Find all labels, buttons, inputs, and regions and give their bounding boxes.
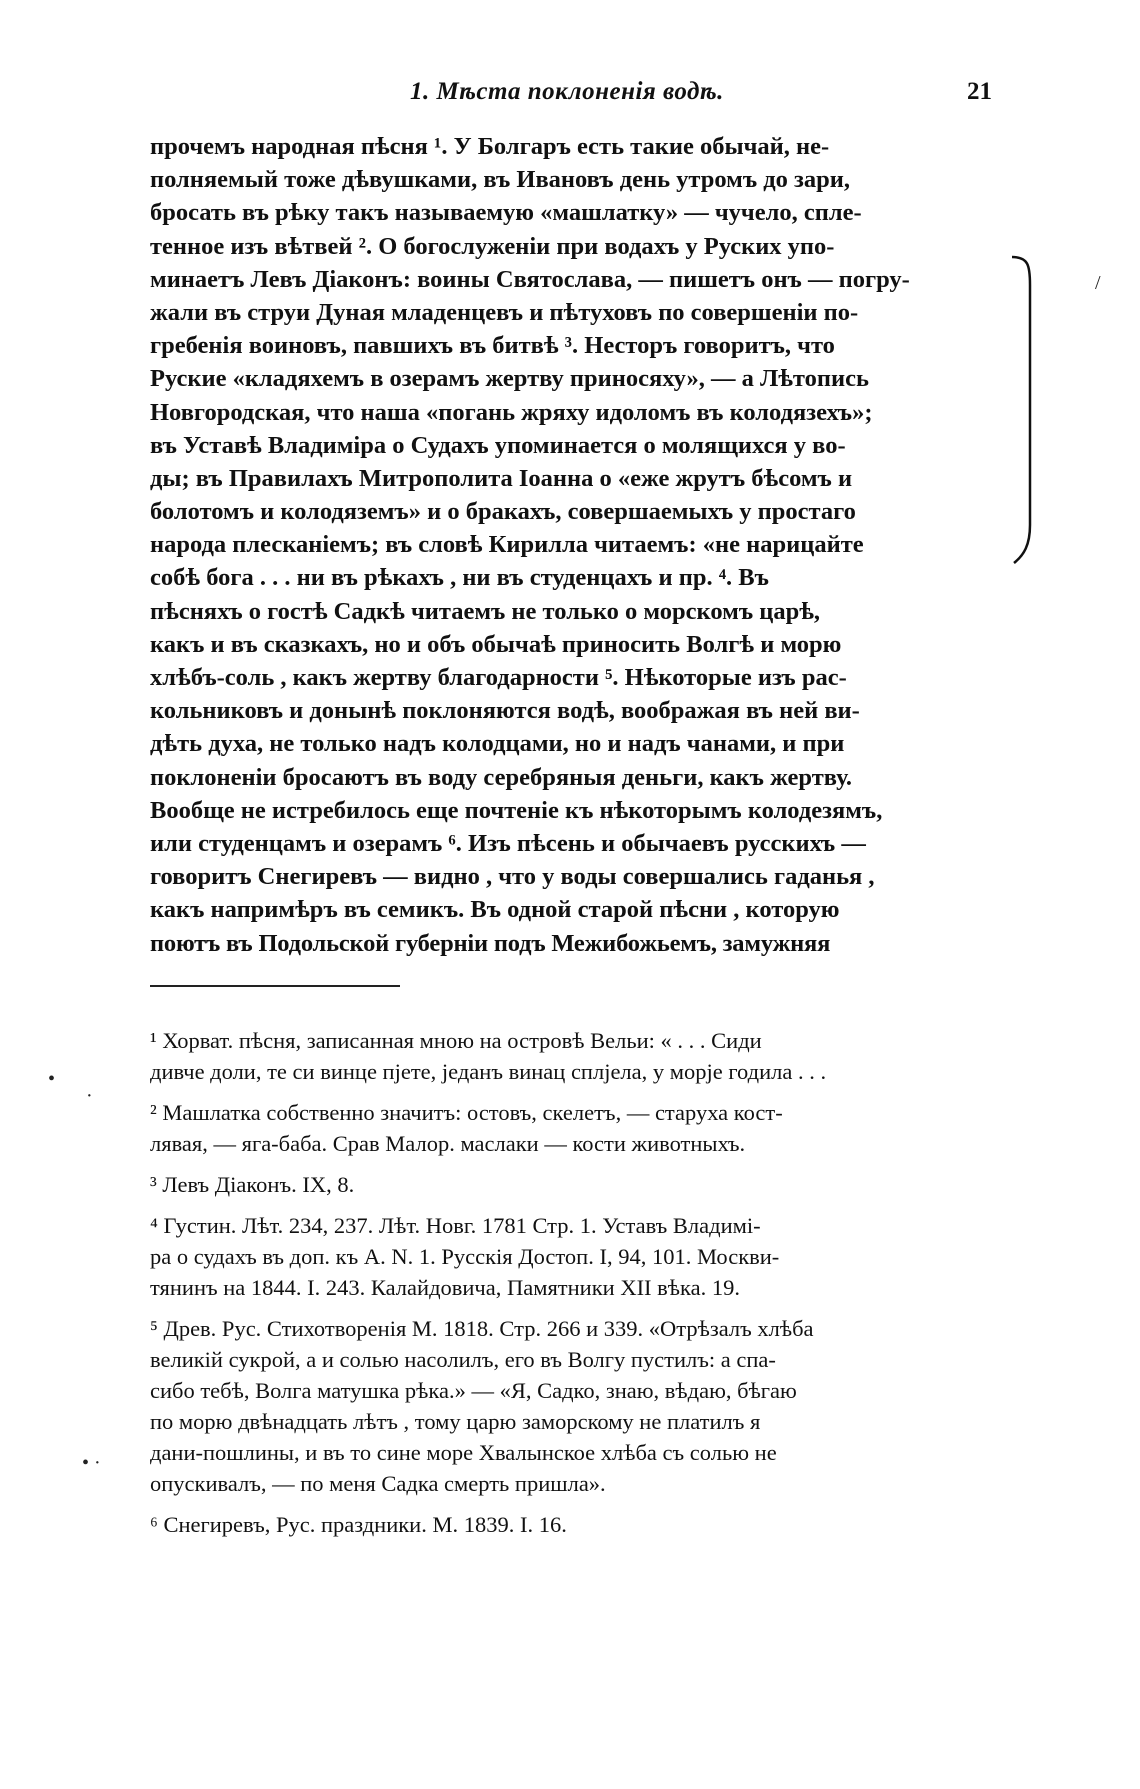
margin-bracket-mark	[1010, 255, 1034, 565]
text-line: какъ и въ сказкахъ, но и объ обычаѣ приносить Волгѣ и морю	[150, 630, 842, 658]
text-line: ды; въ Правилахъ Митрополита Іоанна о «еже жрутъ бѣсомъ и	[150, 464, 853, 492]
text-line: пѣсняхъ о гостѣ Садкѣ читаемъ не только о морскомъ царѣ,	[150, 597, 821, 625]
footnote-line: по морю двѣнадцать лѣтъ , тому царю заморскому не платилъ я	[150, 1409, 761, 1434]
footnote-line: ¹ Хорват. пѣсня, записанная мною на островѣ Вельи: « . . . Сиди	[150, 1028, 762, 1053]
text-line: тенное изъ вѣтвей ². О богослуженіи при водахъ у Руских упо-	[150, 232, 835, 260]
footnote-line: дани-пошлины, и въ то сине море Хвалынское хлѣба съ солью не	[150, 1440, 777, 1465]
footnote-line: ³ Левъ Діаконъ. IX, 8.	[150, 1172, 355, 1197]
text-line: жали въ струи Дуная младенцевъ и пѣтуховъ по совершеніи по-	[150, 298, 859, 326]
text-line: народа плесканіемъ; въ словѣ Кирилла читаемъ: «не нарицайте	[150, 531, 864, 559]
footnote-line: опускивалъ, — по меня Садка смерть пришла».	[150, 1471, 606, 1496]
footnote-1	[150, 1025, 1000, 1087]
text-line: поклоненіи бросаютъ въ воду серебряныя деньги, какъ жертву.	[150, 763, 853, 791]
ink-speck: •	[48, 1068, 56, 1090]
text-line: минаетъ Левъ Діаконъ: воины Святослава, — пишетъ онъ — погру-	[150, 265, 910, 293]
chapter-title: 1. Мѣста поклоненія водѣ.	[410, 78, 724, 105]
text-line: или студенцамъ и озерамъ ⁶. Изъ пѣсень и обычаевъ русскихъ —	[150, 829, 866, 857]
text-line: собѣ бога . . . ни въ рѣкахъ , ни въ студенцахъ и пр. ⁴. Въ	[150, 564, 769, 592]
footnote-line: ра о судахъ въ доп. къ А. N. 1. Русскія Достоп. I, 94, 101. Москви-	[150, 1244, 780, 1269]
text-line: Вообще не истребилось еще почтеніе къ нѣкоторымъ колодезямъ,	[150, 796, 883, 824]
footnote-line: ⁴ Густин. Лѣт. 234, 237. Лѣт. Новг. 1781 Стр. 1. Уставъ Владимі-	[150, 1213, 761, 1238]
ink-speck: • ·	[82, 1452, 101, 1474]
running-head	[160, 78, 1000, 112]
footnote-line: лявая, — яга-баба. Срав Малор. маслаки — кости животныхъ.	[150, 1131, 746, 1156]
text-line: Руские «кладяхемъ в озерамъ жертву приносяху», — а Лѣтопись	[150, 365, 869, 393]
text-line: болотомъ и колодяземъ» и о бракахъ, совершаемыхъ у простаго	[150, 498, 856, 526]
footnote-line: великій сукрой, а и солью насолилъ, его въ Волгу пустилъ: а спа-	[150, 1347, 776, 1372]
footnotes-block	[150, 1025, 1000, 1550]
text-line: хлѣбъ-соль , какъ жертву благодарности ⁵. Нѣкоторые изъ рас-	[150, 664, 847, 691]
footnote-line: сибо тебѣ, Волга матушка рѣка.» — «Я, Садко, знаю, вѣдаю, бѣгаю	[150, 1378, 797, 1403]
footnote-line: ² Машлатка собственно значитъ: остовъ, скелетъ, — старуха кост-	[150, 1100, 783, 1125]
ink-speck: ·	[86, 1085, 93, 1107]
footnote-line: дивче доли, те си винце пјете, једанъ винац сплјела, у морје годила . . .	[150, 1059, 827, 1084]
text-line: какъ напримѣръ въ семикъ. Въ одной старой пѣсни , которую	[150, 896, 840, 924]
text-line: полняемый тоже дѣвушками, въ Ивановъ день утромъ до зари,	[150, 166, 850, 194]
footnote-2	[150, 1097, 1000, 1159]
footnote-5	[150, 1313, 1000, 1499]
footnote-line: ⁶ Снегиревъ, Рус. праздники. М. 1839. I. 16.	[150, 1512, 567, 1537]
text-line: дѣть духа, не только надъ колодцами, но и надъ чанами, и при	[150, 730, 845, 758]
footnote-6	[150, 1509, 1000, 1540]
footnote-4	[150, 1210, 1000, 1303]
footnote-line: ⁵ Древ. Рус. Стихотворенія М. 1818. Стр. 266 и 339. «Отрѣзалъ хлѣба	[150, 1316, 814, 1341]
ink-speck: /	[1095, 272, 1101, 294]
footnote-line: тянинъ на 1844. I. 243. Калайдовича, Памятники XII вѣка. 19.	[150, 1275, 740, 1300]
text-line: кольниковъ и донынѣ поклоняются водѣ, воображая въ ней ви-	[150, 697, 860, 725]
text-line: гребенія воиновъ, павшихъ въ битвѣ ³. Несторъ говоритъ, что	[150, 332, 835, 360]
text-line: Новгородская, что наша «погань жряху идоломъ въ колодязехъ»;	[150, 398, 873, 426]
text-line: говоритъ Снегиревъ — видно , что у воды совершались гаданья ,	[150, 863, 875, 891]
page-number: 21	[967, 78, 992, 105]
main-text-block	[150, 130, 1000, 960]
text-line: въ Уставѣ Владиміра о Судахъ упоминается о молящихся у во-	[150, 431, 846, 459]
text-line: поютъ въ Подольской губерніи подъ Межибожьемъ, замужняя	[150, 929, 831, 957]
text-line: бросать въ рѣку такъ называемую «машлатку» — чучело, спле-	[150, 199, 862, 227]
footnote-rule	[150, 985, 400, 987]
footnote-3	[150, 1169, 1000, 1200]
text-line: прочемъ народная пѣсня ¹. У Болгаръ есть такие обычай, не-	[150, 133, 830, 160]
